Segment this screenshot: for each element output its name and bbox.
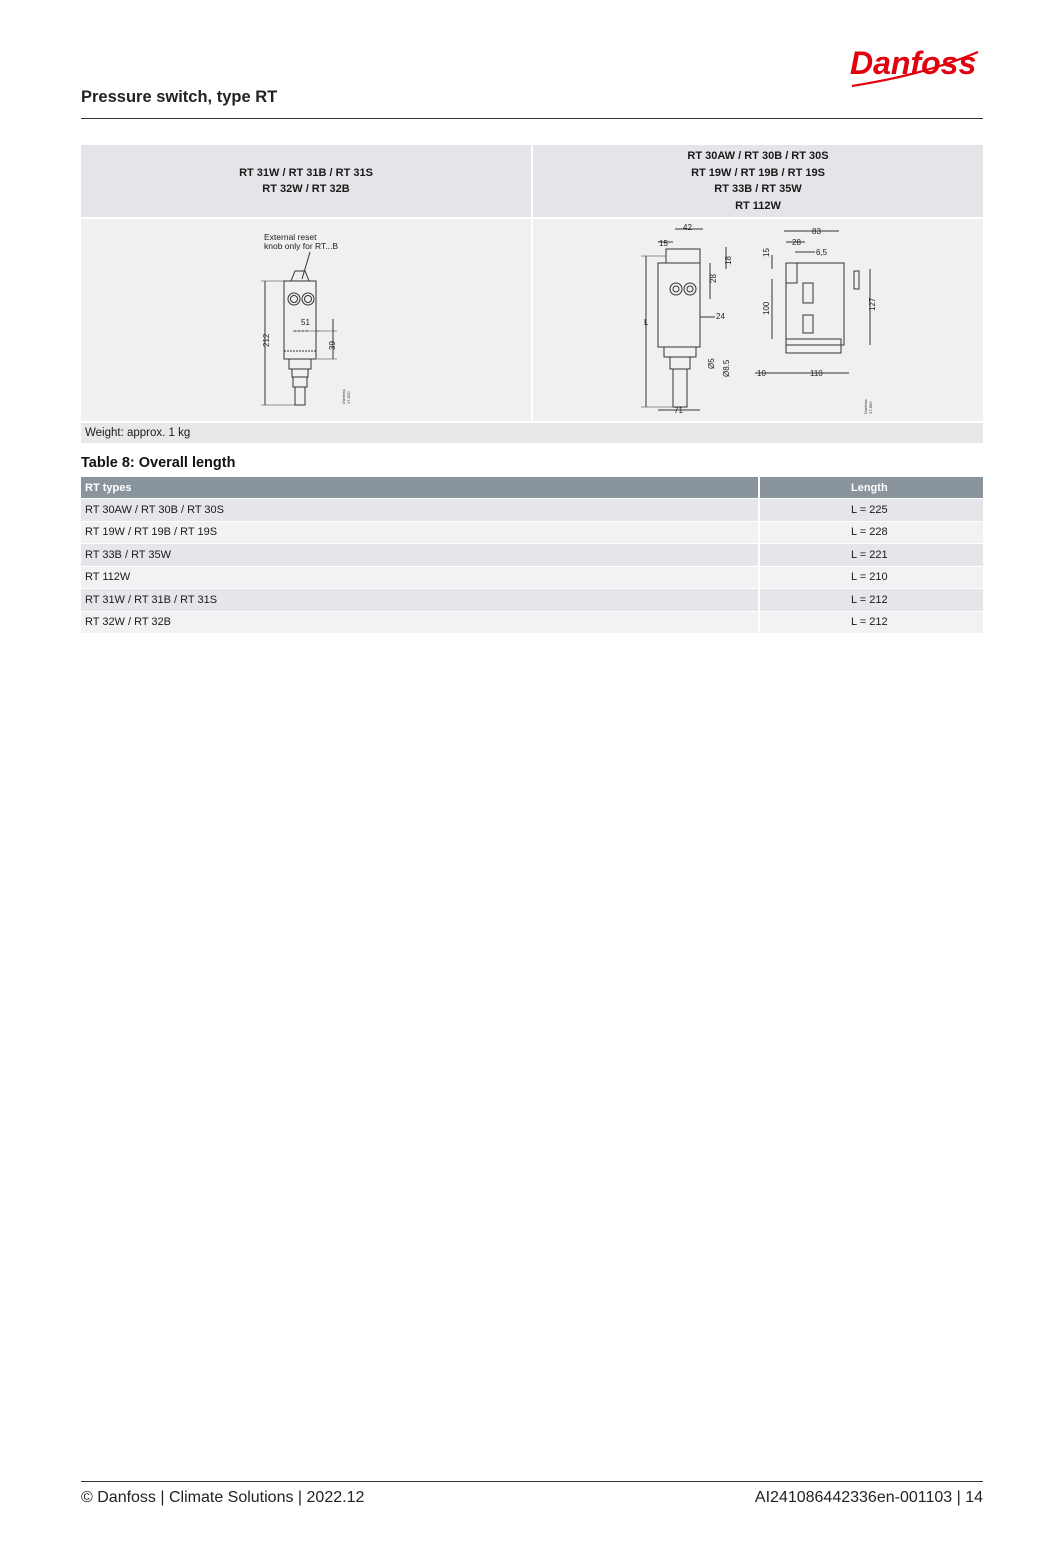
- svg-text:External reset: External reset: [264, 232, 317, 242]
- svg-text:Ø8.5: Ø8.5: [722, 359, 731, 377]
- footer-copyright: © Danfoss | Climate Solutions | 2022.12: [81, 1489, 365, 1506]
- svg-text:Danfoss: Danfoss: [850, 45, 977, 81]
- dimension-table: [81, 145, 983, 443]
- svg-text:15: 15: [762, 248, 771, 257]
- table-row: [81, 521, 983, 544]
- table-cell-type: RT 30AW / RT 30B / RT 30S: [81, 498, 758, 521]
- table-cell-type: RT 31W / RT 31B / RT 31S: [81, 588, 758, 611]
- svg-text:15: 15: [659, 239, 668, 248]
- svg-text:24: 24: [716, 312, 725, 321]
- svg-text:Ø5: Ø5: [707, 358, 716, 369]
- header-divider: [81, 118, 983, 119]
- table-cell-length: L = 210: [758, 566, 983, 589]
- svg-text:83: 83: [812, 227, 821, 236]
- table-row: [81, 588, 983, 611]
- svg-text:39: 39: [328, 341, 337, 350]
- drawing-cell-1: [81, 217, 533, 421]
- table-8-title: Table 8: Overall length: [81, 455, 236, 471]
- svg-text:212: 212: [262, 333, 271, 347]
- svg-text:6,5: 6,5: [816, 248, 828, 257]
- footer-doc-id: AI241086442336en-001103 | 14: [754, 1489, 983, 1506]
- table-row: [81, 611, 983, 634]
- dimension-drawing-rt30: [533, 219, 983, 416]
- table-row: [81, 498, 983, 521]
- table-cell-type: RT 32W / RT 32B: [81, 611, 758, 634]
- svg-text:10: 10: [757, 369, 766, 378]
- svg-text:18: 18: [724, 256, 733, 265]
- footer-divider: [81, 1481, 983, 1482]
- table-cell-length: L = 225: [758, 498, 983, 521]
- svg-text:Danfoss: Danfoss: [341, 389, 346, 404]
- weight-note: Weight: approx. 1 kg: [81, 421, 983, 443]
- column-header-length: Length: [758, 477, 983, 498]
- table-cell-type: RT 112W: [81, 566, 758, 589]
- table-cell-length: L = 221: [758, 543, 983, 566]
- table-row: [81, 543, 983, 566]
- table-cell-type: RT 19W / RT 19B / RT 19S: [81, 521, 758, 544]
- svg-text:28: 28: [792, 238, 801, 247]
- page-title: Pressure switch, type RT: [81, 88, 278, 106]
- column-header-rt-types: RT types: [81, 477, 758, 498]
- dimension-drawing-rt31: [81, 219, 531, 416]
- svg-text:110: 110: [810, 369, 823, 378]
- drawing-cell-2: [533, 217, 983, 421]
- column-header-1: RT 31W / RT 31B / RT 31S RT 32W / RT 32B: [81, 145, 533, 217]
- table-cell-type: RT 33B / RT 35W: [81, 543, 758, 566]
- svg-text:knob only for RT...B: knob only for RT...B: [264, 241, 339, 251]
- svg-text:71: 71: [674, 406, 683, 415]
- table-row: [81, 566, 983, 589]
- svg-text:51: 51: [301, 318, 310, 327]
- table-cell-length: L = 212: [758, 611, 983, 634]
- danfoss-logo: [846, 30, 986, 92]
- svg-text:Danfoss: Danfoss: [863, 399, 868, 414]
- overall-length-table: [81, 477, 983, 633]
- svg-text:L: L: [644, 318, 649, 327]
- svg-text:17-620: 17-620: [346, 391, 351, 404]
- table-cell-length: L = 212: [758, 588, 983, 611]
- svg-text:42: 42: [683, 223, 692, 232]
- svg-text:100: 100: [762, 301, 771, 315]
- svg-text:127: 127: [868, 297, 877, 311]
- column-header-2: RT 30AW / RT 30B / RT 30S RT 19W / RT 19B / RT 19S RT 33B / RT 35W RT 112W: [533, 145, 983, 217]
- svg-text:17-660: 17-660: [868, 401, 873, 414]
- svg-text:28: 28: [709, 274, 718, 283]
- table-cell-length: L = 228: [758, 521, 983, 544]
